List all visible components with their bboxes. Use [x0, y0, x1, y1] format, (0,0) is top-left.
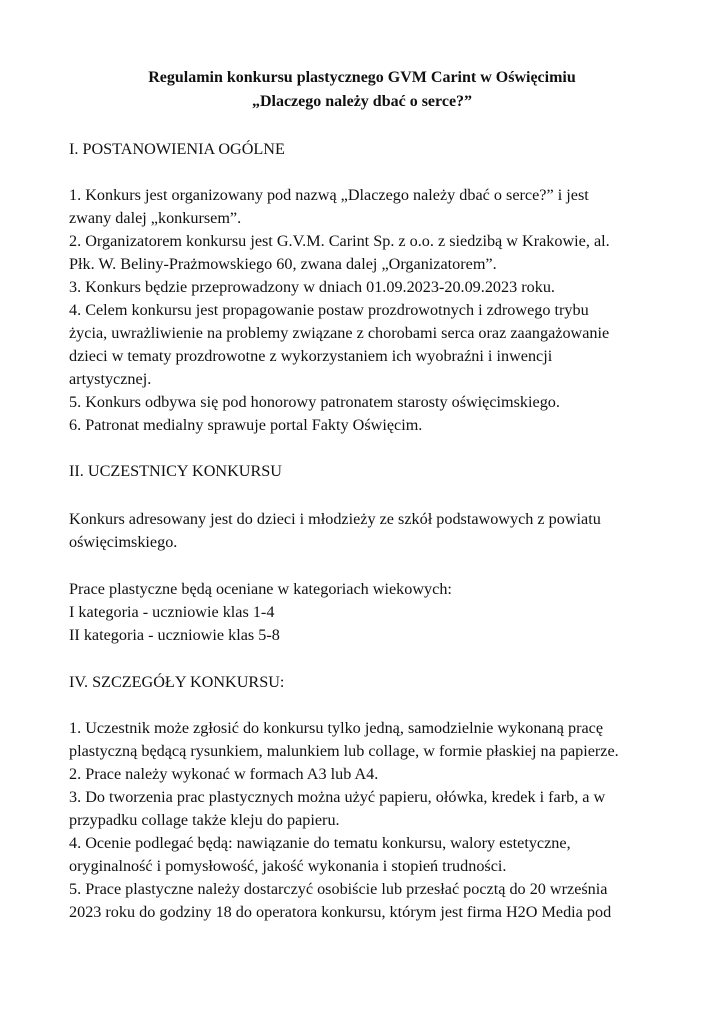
- document-subtitle: „Dlaczego należy dbać o serce?”: [251, 93, 473, 110]
- paragraph-line: dzieci w tematy prozdrowotne z wykorzystaniem ich wyobraźni i inwencji: [69, 347, 553, 365]
- paragraph-line: 2. Prace należy wykonać w formach A3 lub A4.: [69, 765, 379, 783]
- paragraph-line: 3. Konkurs będzie przeprowadzony w dniach 01.09.2023-20.09.2023 roku.: [69, 278, 555, 296]
- paragraph-line: zwany dalej „konkursem”.: [69, 209, 242, 227]
- paragraph-line: artystycznej.: [69, 370, 152, 388]
- paragraph-line: 4. Celem konkursu jest propagowanie postaw prozdrowotnych i zdrowego trybu: [69, 301, 589, 319]
- category-line: I kategoria - uczniowie klas 1-4: [69, 603, 275, 621]
- paragraph-line: plastyczną będącą rysunkiem, malunkiem lub collage, w formie płaskiej na papierze.: [69, 742, 619, 760]
- paragraph-line: przypadku collage także kleju do papieru.: [69, 811, 340, 829]
- paragraph-line: 6. Patronat medialny sprawuje portal Fakty Oświęcim.: [69, 416, 423, 434]
- paragraph-line: 2023 roku do godziny 18 do operatora konkursu, którym jest firma H2O Media pod: [69, 903, 612, 921]
- document-title: Regulamin konkursu plastycznego GVM Carint w Oświęcimiu: [148, 69, 576, 86]
- paragraph-line: 1. Konkurs jest organizowany pod nazwą „Dlaczego należy dbać o serce?” i jest: [69, 186, 589, 204]
- category-line: II kategoria - uczniowie klas 5-8: [69, 626, 280, 644]
- paragraph-line: Konkurs adresowany jest do dzieci i młodzieży ze szkół podstawowych z powiatu: [69, 510, 601, 528]
- paragraph-line: życia, uwrażliwienie na problemy związane z chorobami serca oraz zaangażowanie: [69, 324, 610, 342]
- paragraph-line: oświęcimskiego.: [69, 533, 178, 551]
- paragraph-line: 1. Uczestnik może zgłosić do konkursu tylko jedną, samodzielnie wykonaną pracę: [69, 719, 604, 737]
- paragraph-line: Prace plastyczne będą oceniane w kategoriach wiekowych:: [69, 580, 452, 598]
- paragraph-line: 5. Konkurs odbywa się pod honorowy patronatem starosty oświęcimskiego.: [69, 393, 560, 411]
- paragraph-line: oryginalność i pomysłowość, jakość wykonania i stopień trudności.: [69, 857, 507, 875]
- paragraph-line: 4. Ocenie podlegać będą: nawiązanie do tematu konkursu, walory estetyczne,: [69, 834, 571, 852]
- section-heading-general: I. POSTANOWIENIA OGÓLNE: [69, 140, 285, 158]
- paragraph-line: 5. Prace plastyczne należy dostarczyć osobiście lub przesłać pocztą do 20 września: [69, 880, 608, 898]
- paragraph-line: 2. Organizatorem konkursu jest G.V.M. Carint Sp. z o.o. z siedzibą w Krakowie, al.: [69, 232, 610, 250]
- paragraph-line: Płk. W. Beliny-Prażmowskiego 60, zwana dalej „Organizatorem”.: [69, 255, 497, 273]
- section-heading-participants: II. UCZESTNICY KONKURSU: [69, 462, 282, 480]
- paragraph-line: 3. Do tworzenia prac plastycznych można użyć papieru, ołówka, kredek i farb, a w: [69, 788, 606, 806]
- section-heading-details: IV. SZCZEGÓŁY KONKURSU:: [69, 673, 285, 691]
